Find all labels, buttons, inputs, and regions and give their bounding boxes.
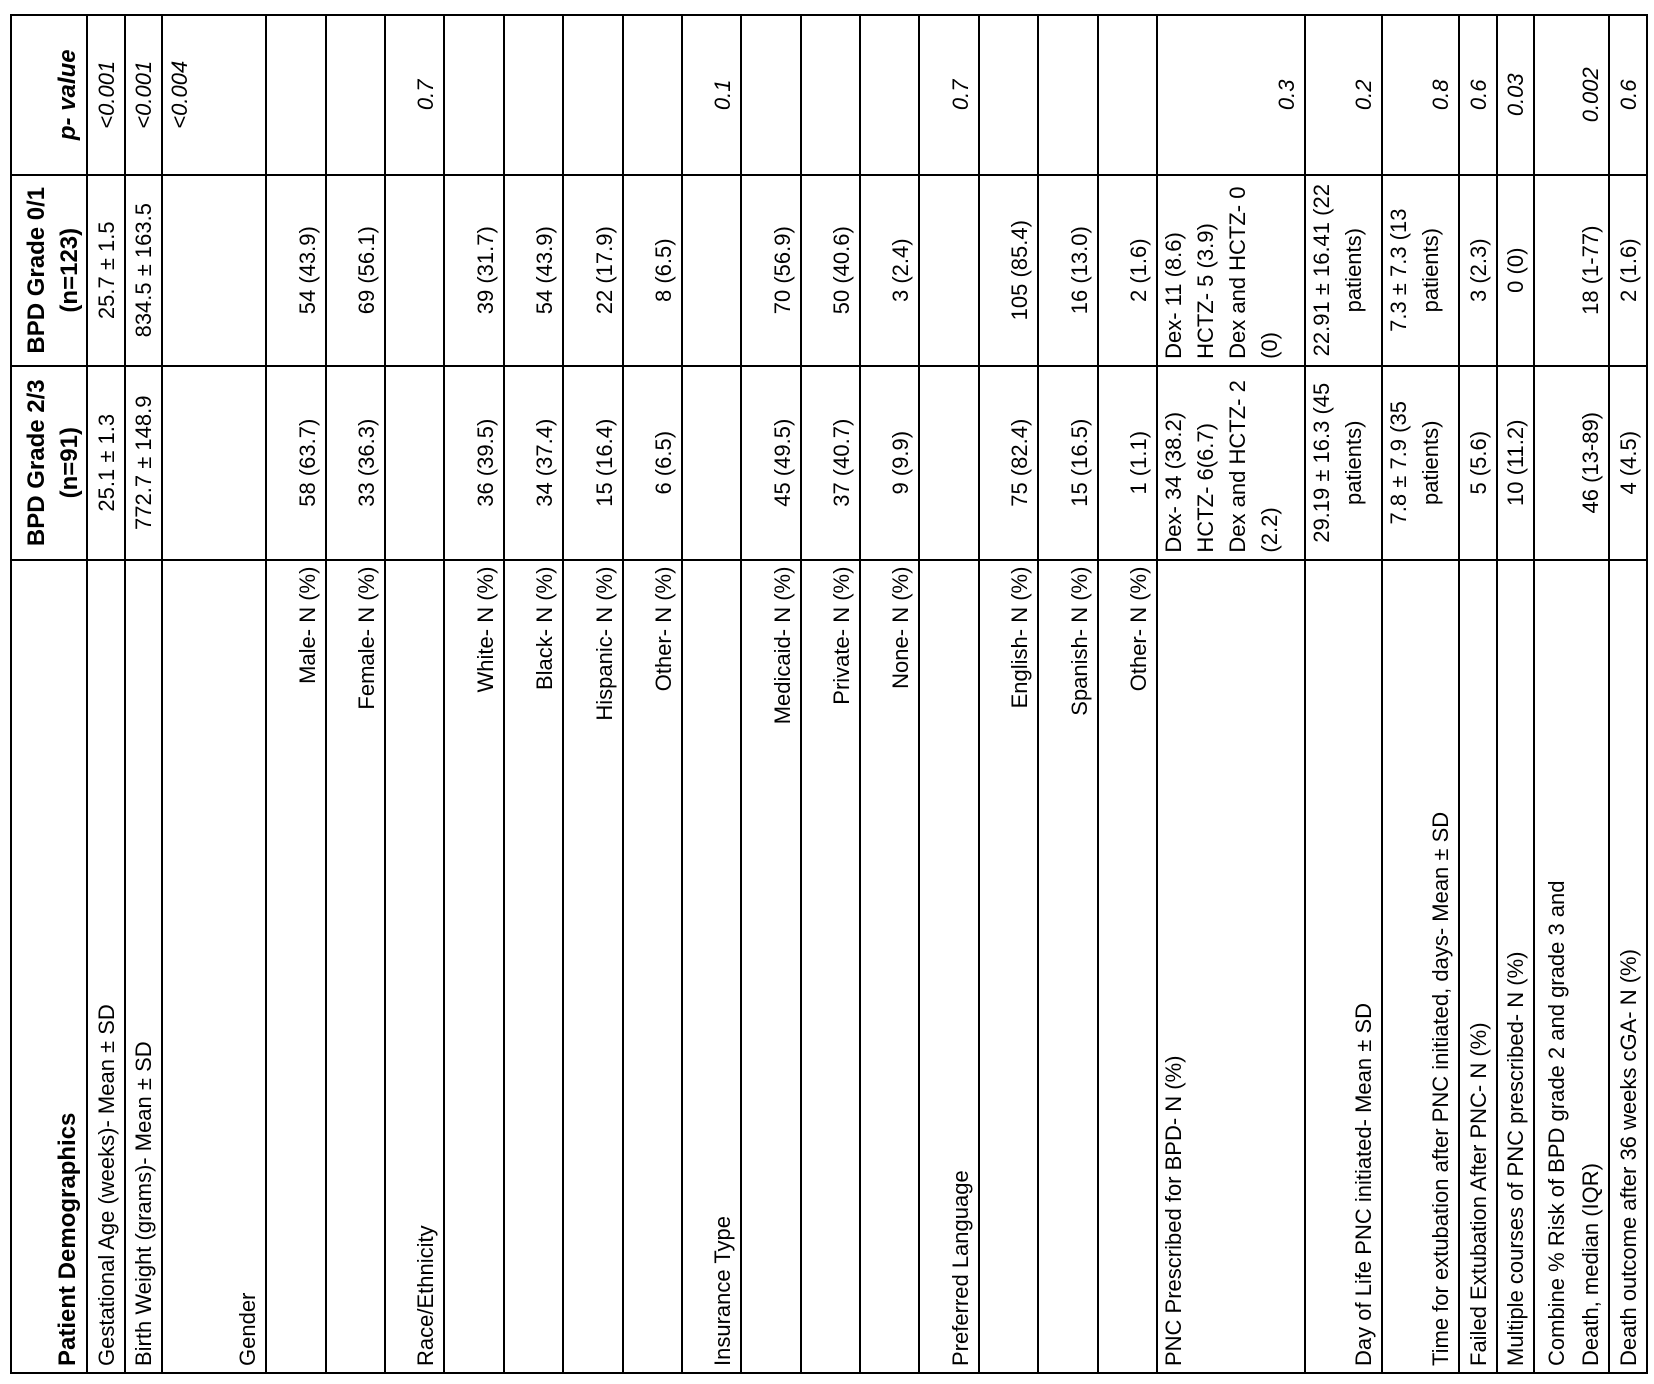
table-row <box>1497 15 1535 1373</box>
bpd-0-1-value: 3 (2.4) <box>860 175 919 366</box>
p-value <box>801 15 860 175</box>
bpd-2-3-value: 46 (13-89) <box>1534 366 1609 560</box>
bpd-0-1-value: 2 (1.6) <box>1609 175 1647 366</box>
bpd-2-3-value: 34 (37.4) <box>504 366 563 560</box>
bpd-2-3-value <box>385 366 444 560</box>
bpd-0-1-value <box>919 175 978 366</box>
bpd-2-3-value: 1 (1.1) <box>1098 366 1157 560</box>
bpd-0-1-value: 2 (1.6) <box>1098 175 1157 366</box>
row-label: Day of Life PNC initiated- Mean ± SD <box>1305 560 1382 1373</box>
bpd-2-3-value: 772.7 ± 148.9 <box>125 366 163 560</box>
header-bpd-grade-2-3: BPD Grade 2/3 (n=91) <box>11 366 87 560</box>
row-label: None- N (%) <box>860 560 919 1373</box>
table-row <box>1305 15 1382 1373</box>
table-row-category <box>385 15 444 1373</box>
header-patient-demographics: Patient Demographics <box>11 560 87 1373</box>
value-line: 7.3 ± 7.3 (13 <box>1385 208 1411 332</box>
category-label: Insurance Type <box>682 560 741 1373</box>
bpd-2-3-value <box>682 366 741 560</box>
bpd-2-3-value: 33 (36.3) <box>326 366 385 560</box>
category-label: Preferred Language <box>919 560 978 1373</box>
p-value: <0.004 <box>162 15 266 175</box>
value-line: patients) <box>1340 420 1366 505</box>
bpd-2-3-value: 58 (63.7) <box>266 366 325 560</box>
table-row <box>266 15 325 1373</box>
value-line: Dex and HCTZ- 2 <box>1224 380 1250 553</box>
bpd-2-3-value: 45 (49.5) <box>741 366 800 560</box>
bpd-0-1-value <box>1305 175 1382 366</box>
p-value: 0.6 <box>1609 15 1647 175</box>
row-label: Other- N (%) <box>623 560 682 1373</box>
bpd-2-3-value <box>1305 366 1382 560</box>
p-value: 0.6 <box>1459 15 1497 175</box>
value-line: patients) <box>1417 228 1443 313</box>
bpd-0-1-value: 22 (17.9) <box>563 175 622 366</box>
table-row <box>1534 15 1609 1373</box>
value-line: 7.8 ± 7.9 (35 <box>1385 401 1411 525</box>
bpd-2-3-value: 37 (40.7) <box>801 366 860 560</box>
row-label: Male- N (%) <box>266 560 325 1373</box>
p-value: 0.8 <box>1382 15 1459 175</box>
p-value <box>266 15 325 175</box>
value-line: Dex- 34 (38.2) <box>1160 411 1186 553</box>
table-row <box>1382 15 1459 1373</box>
bpd-2-3-value: 36 (39.5) <box>444 366 503 560</box>
value-line: (2.2) <box>1256 507 1282 553</box>
bpd-2-3-value: 9 (9.9) <box>860 366 919 560</box>
p-value <box>326 15 385 175</box>
row-label: Time for extubation after PNC initiated, days- Mean ± SD <box>1382 560 1459 1373</box>
value-line: (0) <box>1256 332 1282 359</box>
table-row <box>741 15 800 1373</box>
bpd-2-3-value: 25.1 ± 1.3 <box>87 366 125 560</box>
bpd-0-1-value: 39 (31.7) <box>444 175 503 366</box>
row-label: Failed Extubation After PNC- N (%) <box>1459 560 1497 1373</box>
row-label: Spanish- N (%) <box>1038 560 1097 1373</box>
row-label: Private- N (%) <box>801 560 860 1373</box>
row-label: Birth Weight (grams)- Mean ± SD <box>125 560 163 1373</box>
table-row <box>125 15 163 1373</box>
p-value: 0.7 <box>385 15 444 175</box>
bpd-2-3-value: 15 (16.5) <box>1038 366 1097 560</box>
p-value <box>623 15 682 175</box>
row-label: Other- N (%) <box>1098 560 1157 1373</box>
row-label <box>1534 560 1609 1373</box>
value-line: patients) <box>1340 228 1366 313</box>
row-label: Death outcome after 36 weeks cGA- N (%) <box>1609 560 1647 1373</box>
bpd-0-1-value <box>1382 175 1459 366</box>
p-value: 0.1 <box>682 15 741 175</box>
table-row <box>1038 15 1097 1373</box>
bpd-2-3-value <box>1157 366 1305 560</box>
table-row <box>1157 15 1305 1373</box>
p-value: <0.001 <box>87 15 125 175</box>
p-value <box>741 15 800 175</box>
bpd-0-1-value: 0 (0) <box>1497 175 1535 366</box>
row-label-line: Death, median (IQR) <box>1578 1163 1604 1366</box>
bpd-0-1-value: 18 (1-77) <box>1534 175 1609 366</box>
table-row-category <box>682 15 741 1373</box>
table-row <box>979 15 1038 1373</box>
table-row <box>326 15 385 1373</box>
p-value <box>504 15 563 175</box>
bpd-0-1-value: 834.5 ± 163.5 <box>125 175 163 366</box>
header-row <box>11 15 87 1373</box>
bpd-0-1-value <box>1157 175 1305 366</box>
table-row <box>623 15 682 1373</box>
bpd-0-1-value: 8 (6.5) <box>623 175 682 366</box>
bpd-2-3-value <box>919 366 978 560</box>
bpd-0-1-value: 54 (43.9) <box>266 175 325 366</box>
p-value: 0.03 <box>1497 15 1535 175</box>
row-label-line: Combine % Risk of BPD grade 2 and grade 3 and <box>1544 880 1570 1366</box>
p-value <box>1098 15 1157 175</box>
p-value <box>563 15 622 175</box>
bpd-0-1-value: 50 (40.6) <box>801 175 860 366</box>
table-row <box>504 15 563 1373</box>
bpd-0-1-value: 3 (2.3) <box>1459 175 1497 366</box>
row-label: White- N (%) <box>444 560 503 1373</box>
bpd-0-1-value: 105 (85.4) <box>979 175 1038 366</box>
bpd-2-3-value: 15 (16.4) <box>563 366 622 560</box>
bpd-0-1-value <box>162 175 266 366</box>
table-row <box>1459 15 1497 1373</box>
p-value: 0.3 <box>1157 15 1305 175</box>
value-line: HCTZ- 5 (3.9) <box>1192 223 1218 359</box>
bpd-2-3-value <box>162 366 266 560</box>
header-p-value: p- value <box>11 15 87 175</box>
bpd-2-3-value <box>1382 366 1459 560</box>
table-row <box>444 15 503 1373</box>
bpd-2-3-value: 5 (5.6) <box>1459 366 1497 560</box>
row-label: Female- N (%) <box>326 560 385 1373</box>
row-label: Medicaid- N (%) <box>741 560 800 1373</box>
category-label: Race/Ethnicity <box>385 560 444 1373</box>
p-value: 0.2 <box>1305 15 1382 175</box>
p-value: <0.001 <box>125 15 163 175</box>
table-row <box>1609 15 1647 1373</box>
bpd-2-3-value: 75 (82.4) <box>979 366 1038 560</box>
value-line: Dex- 11 (8.6) <box>1160 232 1186 359</box>
bpd-0-1-value: 70 (56.9) <box>741 175 800 366</box>
patient-demographics-table <box>10 14 1648 1374</box>
bpd-0-1-value: 25.7 ± 1.5 <box>87 175 125 366</box>
bpd-2-3-value: 4 (4.5) <box>1609 366 1647 560</box>
row-label: Black- N (%) <box>504 560 563 1373</box>
row-label: Hispanic- N (%) <box>563 560 622 1373</box>
bpd-0-1-value: 16 (13.0) <box>1038 175 1097 366</box>
p-value <box>860 15 919 175</box>
p-value: 0.7 <box>919 15 978 175</box>
value-line: patients) <box>1417 420 1443 505</box>
p-value <box>1038 15 1097 175</box>
value-line: HCTZ- 6(6.7) <box>1192 423 1218 553</box>
table-row-category <box>162 15 266 1373</box>
bpd-0-1-value <box>385 175 444 366</box>
table-row <box>860 15 919 1373</box>
table-row-category <box>919 15 978 1373</box>
value-line: 29.19 ± 16.3 (45 <box>1308 382 1334 543</box>
p-value <box>444 15 503 175</box>
bpd-2-3-value: 6 (6.5) <box>623 366 682 560</box>
value-line: 22.91 ± 16.41 (22 <box>1308 184 1334 357</box>
header-bpd-grade-0-1: BPD Grade 0/1 (n=123) <box>11 175 87 366</box>
value-line: Dex and HCTZ- 0 <box>1224 186 1250 359</box>
table-row <box>1098 15 1157 1373</box>
p-value <box>979 15 1038 175</box>
row-label: English- N (%) <box>979 560 1038 1373</box>
table-row <box>563 15 622 1373</box>
row-label: Multiple courses of PNC prescribed- N (%) <box>1497 560 1535 1373</box>
row-label: PNC Prescribed for BPD- N (%) <box>1157 560 1305 1373</box>
category-label: Gender <box>162 560 266 1373</box>
bpd-2-3-value: 10 (11.2) <box>1497 366 1535 560</box>
table-row <box>801 15 860 1373</box>
row-label: Gestational Age (weeks)- Mean ± SD <box>87 560 125 1373</box>
bpd-0-1-value: 54 (43.9) <box>504 175 563 366</box>
bpd-0-1-value: 69 (56.1) <box>326 175 385 366</box>
p-value: 0.002 <box>1534 15 1609 175</box>
bpd-0-1-value <box>682 175 741 366</box>
table-row <box>87 15 125 1373</box>
